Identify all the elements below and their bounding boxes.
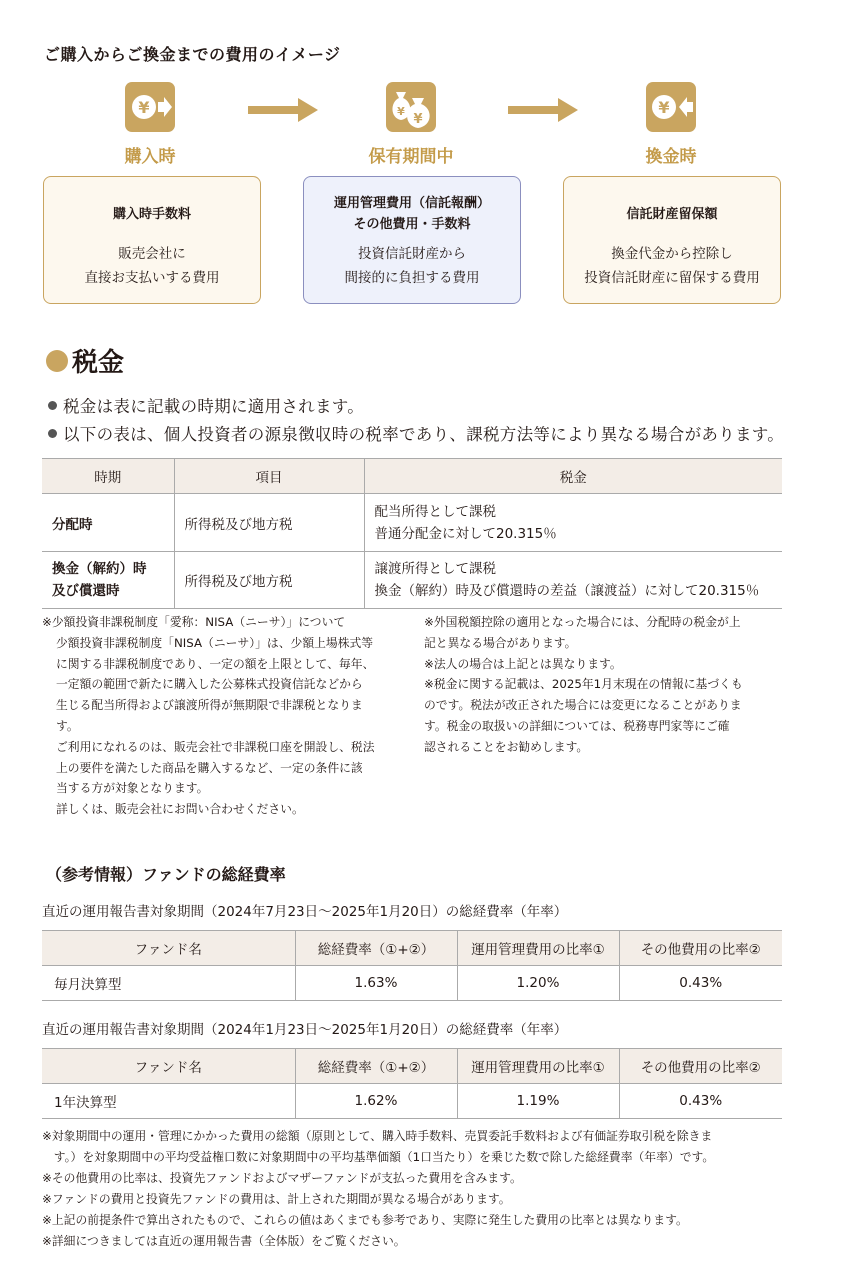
stage-label-redemption: 換金時 xyxy=(645,147,697,167)
note-title: ※少額投資非課税制度「愛称：NISA（ニーサ）」について xyxy=(42,615,346,629)
period-cell: 換金（解約）時 及び償還時 xyxy=(42,552,174,609)
flow-title: ご購入からご換金までの費用のイメージ xyxy=(44,45,341,64)
stage-label-purchase: 購入時 xyxy=(124,147,176,167)
bullet-dot-icon xyxy=(48,401,57,410)
note-item: ※外国税額控除の適用となった場合には、分配時の税金が上 記と異なる場合があります。 xyxy=(424,615,741,650)
money-bags-icon xyxy=(386,82,436,132)
column-header: 項目 xyxy=(174,459,364,494)
footnote: ※その他費用の比率は、投資先ファンドおよびマザーファンドが支払った費用を含みます。 xyxy=(42,1171,522,1185)
column-header: 運用管理費用の比率① xyxy=(457,1049,619,1084)
yen-arrow-in-icon xyxy=(125,82,175,132)
table-row xyxy=(42,494,782,552)
box-text: 間接的に負担する費用 xyxy=(344,270,480,286)
box-heading: 購入時手数料 xyxy=(112,207,191,222)
tax-cell: 譲渡所得として課税 換金（解約）時及び償還時の差益（譲渡益）に対して20.315％ xyxy=(364,552,782,609)
flow-arrow-icon xyxy=(248,98,318,122)
tax-bullet xyxy=(48,421,784,445)
total-ratio-cell: 1.63% xyxy=(295,966,457,1001)
other-ratio-cell: 0.43% xyxy=(619,966,782,1001)
period-text: 直近の運用報告書対象期間（2024年7月23日～2025年1月20日）の総経費率（年率） xyxy=(42,904,568,920)
total-ratio-cell: 1.62% xyxy=(295,1084,457,1119)
column-header: ファンド名 xyxy=(42,931,295,966)
table-header-row xyxy=(42,459,782,494)
column-header: ファンド名 xyxy=(42,1049,295,1084)
redemption-fee-box xyxy=(563,176,781,304)
table-row xyxy=(42,552,782,609)
fund-name-cell: 毎月決算型 xyxy=(42,966,295,1001)
column-header: その他費用の比率② xyxy=(619,931,782,966)
box-heading: その他費用・手数料 xyxy=(353,217,471,232)
expense-footnotes xyxy=(42,1126,790,1252)
holding-fee-box xyxy=(303,176,521,304)
mgmt-ratio-cell: 1.19% xyxy=(457,1084,619,1119)
column-header: 総経費率（①+②） xyxy=(295,1049,457,1084)
ref-title: （参考情報）ファンドの総経費率 xyxy=(46,865,286,884)
yen-arrow-out-icon xyxy=(646,82,696,132)
svg-text:¥: ¥ xyxy=(658,98,670,117)
table-row xyxy=(42,966,782,1001)
bullet-circle-icon xyxy=(46,350,68,372)
box-text: 販売会社に xyxy=(118,246,186,262)
item-cell: 所得税及び地方税 xyxy=(174,552,364,609)
period-text: 直近の運用報告書対象期間（2024年1月23日～2025年1月20日）の総経費率（年率） xyxy=(42,1022,568,1038)
footnote: す。）を対象期間中の平均受益権口数に対象期間中の平均基準価額（1口当たり）を乗じた数で除した総経費率（年率）です。 xyxy=(42,1150,715,1164)
column-header: 税金 xyxy=(364,459,782,494)
column-header: 運用管理費用の比率① xyxy=(457,931,619,966)
box-text: 投資信託財産に留保する費用 xyxy=(584,270,760,286)
bullet-text: 以下の表は、個人投資者の源泉徴収時の税率であり、課税方法等により異なる場合があります。 xyxy=(63,425,785,444)
box-heading: 信託財産留保額 xyxy=(626,207,718,222)
svg-text:¥: ¥ xyxy=(397,105,405,118)
bullet-text: 税金は表に記載の時期に適用されます。 xyxy=(63,397,365,416)
tax-table xyxy=(42,458,782,609)
note-item: ※法人の場合は上記とは異なります。 xyxy=(424,656,622,671)
other-ratio-cell: 0.43% xyxy=(619,1084,782,1119)
flow-arrow-icon xyxy=(508,98,578,122)
tax-heading xyxy=(46,342,124,379)
column-header: 総経費率（①+②） xyxy=(295,931,457,966)
table-row xyxy=(42,1084,782,1119)
expense-ratio-table xyxy=(42,1048,782,1119)
tax-cell: 配当所得として課税 普通分配金に対して20.315％ xyxy=(364,494,782,552)
stage-label-holding: 保有期間中 xyxy=(368,147,454,167)
footnote: ※詳細につきましては直近の運用報告書（全体版）をご覧ください。 xyxy=(42,1234,406,1248)
tax-notes-right xyxy=(424,612,794,758)
tax-bullet xyxy=(48,393,364,417)
box-text: 投資信託財産から xyxy=(358,246,466,262)
item-cell: 所得税及び地方税 xyxy=(174,494,364,552)
box-heading: 運用管理費用（信託報酬） xyxy=(333,196,490,211)
box-text: 換金代金から控除し xyxy=(611,246,733,262)
svg-text:¥: ¥ xyxy=(138,98,150,117)
column-header: その他費用の比率② xyxy=(619,1049,782,1084)
box-text: 直接お支払いする費用 xyxy=(84,270,220,286)
period-cell: 分配時 xyxy=(42,494,174,552)
mgmt-ratio-cell: 1.20% xyxy=(457,966,619,1001)
footnote: ※ファンドの費用と投資先ファンドの費用は、計上された期間が異なる場合があります。 xyxy=(42,1192,511,1206)
note-item: ※税金に関する記載は、2025年1月末現在の情報に基づくも のです。税法が改正された場合には変更になることがありま す。税金の取扱いの詳細については、税務専門家等にご確 認されることをお勧めします。 xyxy=(424,677,743,754)
svg-text:¥: ¥ xyxy=(413,112,423,127)
table-header-row xyxy=(42,1049,782,1084)
bullet-dot-icon xyxy=(48,429,57,438)
expense-ratio-table xyxy=(42,930,782,1001)
tax-heading-text: 税金 xyxy=(72,348,125,378)
purchase-fee-box xyxy=(43,176,261,304)
fund-name-cell: 1年決算型 xyxy=(42,1084,295,1119)
footnote: ※対象期間中の運用・管理にかかった費用の総額（原則として、購入時手数料、売買委託手数料および有価証券取引税を除きま xyxy=(42,1129,713,1143)
footnote: ※上記の前提条件で算出されたもので、これらの値はあくまでも参考であり、実際に発生した費用の比率とは異なります。 xyxy=(42,1213,688,1227)
table-header-row xyxy=(42,931,782,966)
column-header: 時期 xyxy=(42,459,174,494)
nisa-note: ※少額投資非課税制度「愛称：NISA（ニーサ）」について 少額投資非課税制度「NISA（ニーサ）」は、少額上場株式等 に関する非課税制度であり、一定の額を上限として、毎年、 一定額の範囲で新たに購入した公募株式投資信託などから 生じる配当所得および譲渡所得が無期限で非課税となりま す。 ご利用になれるのは、販売会社で非課税口座を開設し、税法 上の要件を満たした商品を購入するなど、一定の条件に該 当する方が対象となります。 詳しくは、販売会社にお問い合わせください。 xyxy=(42,612,412,820)
